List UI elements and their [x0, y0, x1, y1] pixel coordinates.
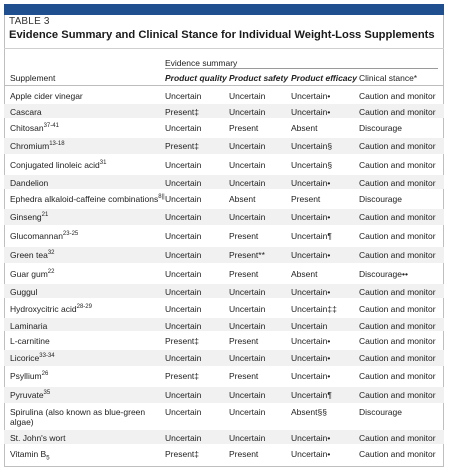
- product-safety-cell: Uncertain: [229, 433, 266, 443]
- product-efficacy-cell: Uncertain¶: [291, 390, 332, 400]
- title-divider: [4, 48, 444, 49]
- product-safety-cell: Present**: [229, 250, 265, 260]
- product-quality-cell: Uncertain: [165, 123, 202, 133]
- product-quality-cell: Uncertain: [165, 353, 202, 363]
- product-quality-cell: Uncertain: [165, 269, 202, 279]
- reference-superscript: 8||: [158, 194, 165, 201]
- table-row: [4, 209, 444, 225]
- clinical-stance-cell: Caution and monitor: [359, 336, 436, 346]
- product-efficacy-cell: Uncertain¶: [291, 231, 332, 241]
- table-row: [4, 318, 444, 331]
- clinical-stance-cell: Caution and monitor: [359, 231, 436, 241]
- reference-superscript: 31: [99, 160, 107, 167]
- supplement-name: Conjugated linoleic acid$^{31}$: [10, 160, 107, 170]
- supplement-name: Guar gum$^{22}$: [10, 269, 55, 279]
- product-quality-cell: Present‡: [165, 449, 200, 459]
- subscript: 5: [46, 455, 50, 462]
- product-safety-cell: Present: [229, 269, 259, 279]
- supplement-name: Hydroxycitric acid$^{28-29}$: [10, 304, 92, 314]
- evidence-summary-label: Evidence summary: [165, 58, 238, 68]
- supplement-name: Licorice$^{33-34}$: [10, 353, 55, 363]
- clinical-stance-cell: Caution and monitor: [359, 353, 436, 363]
- product-efficacy-cell: Uncertain•: [291, 107, 331, 117]
- product-efficacy-cell: Uncertain: [291, 321, 328, 331]
- table-row: [4, 368, 444, 384]
- reference-superscript: 26: [41, 371, 49, 378]
- product-efficacy-cell: Uncertain•: [291, 433, 331, 443]
- table-row: [4, 157, 444, 173]
- clinical-stance-cell: Discourage••: [359, 269, 408, 279]
- supplement-name: Ginseng$^{21}$: [10, 212, 49, 222]
- product-safety-cell: Uncertain: [229, 91, 266, 101]
- supplement-name: Chitosan$^{37-41}$: [10, 123, 59, 133]
- product-quality-cell: Present‡: [165, 371, 200, 381]
- product-quality-cell: Uncertain: [165, 91, 202, 101]
- product-efficacy-cell: Absent: [291, 269, 318, 279]
- supplement-name: Guggul: [10, 287, 38, 297]
- product-safety-cell: Present: [229, 371, 259, 381]
- header-product-efficacy: Product efficacy: [291, 73, 357, 83]
- reference-superscript: 22: [47, 269, 55, 276]
- header-clinical-stance: Clinical stance*: [359, 73, 418, 83]
- product-quality-cell: Uncertain: [165, 178, 202, 188]
- table-row: [4, 228, 444, 244]
- clinical-stance-cell: Caution and monitor: [359, 212, 436, 222]
- supplement-name: Spirulina (also known as blue-green algae): [10, 407, 146, 427]
- product-quality-cell: Uncertain: [165, 304, 202, 314]
- product-safety-cell: Uncertain: [229, 160, 266, 170]
- table-top-bar: [4, 4, 444, 15]
- product-efficacy-cell: Uncertain•: [291, 371, 331, 381]
- supplement-name: Green tea$^{32}$: [10, 250, 55, 260]
- product-quality-cell: Uncertain: [165, 231, 202, 241]
- clinical-stance-cell: Caution and monitor: [359, 107, 436, 117]
- product-quality-cell: Present‡: [165, 141, 200, 151]
- reference-superscript: 35: [43, 390, 51, 397]
- product-safety-cell: Present: [229, 231, 259, 241]
- reference-superscript: 23-25: [62, 231, 79, 238]
- product-safety-cell: Present: [229, 123, 259, 133]
- product-safety-cell: Uncertain: [229, 178, 266, 188]
- table-row: [4, 88, 444, 102]
- supplement-name: Laminaria: [10, 321, 48, 331]
- table-row: [4, 333, 444, 347]
- table-row: [4, 406, 444, 428]
- table-row: [4, 104, 444, 118]
- table-row: [4, 175, 444, 189]
- product-efficacy-cell: Uncertain•: [291, 91, 331, 101]
- product-efficacy-cell: Uncertain•: [291, 212, 331, 222]
- clinical-stance-cell: Caution and monitor: [359, 321, 436, 331]
- product-safety-cell: Absent: [229, 194, 256, 204]
- product-quality-cell: Uncertain: [165, 321, 202, 331]
- supplement-name: Cascara: [10, 107, 42, 117]
- product-quality-cell: Uncertain: [165, 160, 202, 170]
- product-efficacy-cell: Uncertain•: [291, 353, 331, 363]
- product-efficacy-cell: Absent: [291, 123, 318, 133]
- product-quality-cell: Uncertain: [165, 287, 202, 297]
- clinical-stance-cell: Caution and monitor: [359, 304, 436, 314]
- reference-superscript: 32: [47, 250, 55, 257]
- table-row: [4, 430, 444, 444]
- clinical-stance-cell: Caution and monitor: [359, 390, 436, 400]
- product-safety-cell: Uncertain: [229, 212, 266, 222]
- table-row: [4, 446, 444, 462]
- product-efficacy-cell: Uncertain•: [291, 449, 331, 459]
- clinical-stance-cell: Caution and monitor: [359, 160, 436, 170]
- supplement-name: Psyllium$^{26}$: [10, 371, 49, 381]
- clinical-stance-cell: Caution and monitor: [359, 250, 436, 260]
- product-efficacy-cell: Uncertain•: [291, 287, 331, 297]
- supplement-name: Chromium$^{13-18}$: [10, 141, 65, 151]
- supplement-name: Apple cider vinegar: [10, 91, 83, 101]
- product-efficacy-cell: Uncertain•: [291, 178, 331, 188]
- product-safety-cell: Uncertain: [229, 141, 266, 151]
- clinical-stance-cell: Caution and monitor: [359, 371, 436, 381]
- clinical-stance-cell: Caution and monitor: [359, 287, 436, 297]
- product-safety-cell: Uncertain: [229, 107, 266, 117]
- product-quality-cell: Uncertain: [165, 407, 202, 417]
- table-row: [4, 138, 444, 154]
- supplement-name: St. John's wort: [10, 433, 66, 443]
- reference-superscript: 37-41: [43, 123, 59, 130]
- clinical-stance-cell: Discourage: [359, 194, 402, 204]
- supplement-name: Pyruvate$^{35}$: [10, 390, 51, 400]
- product-efficacy-cell: Present: [291, 194, 321, 204]
- product-safety-cell: Present: [229, 336, 259, 346]
- table-row: [4, 191, 444, 207]
- product-quality-cell: Uncertain: [165, 250, 202, 260]
- product-safety-cell: Uncertain: [229, 390, 266, 400]
- clinical-stance-cell: Caution and monitor: [359, 141, 436, 151]
- product-quality-cell: Uncertain: [165, 212, 202, 222]
- product-quality-cell: Present‡: [165, 107, 200, 117]
- reference-superscript: 21: [41, 212, 49, 219]
- reference-superscript: 13-18: [49, 141, 65, 148]
- clinical-stance-cell: Caution and monitor: [359, 91, 436, 101]
- evidence-summary-rule: [165, 68, 438, 69]
- product-efficacy-cell: Uncertain‡‡: [291, 304, 337, 314]
- table-title: Evidence Summary and Clinical Stance for Individual Weight-Loss Supplements: [9, 29, 435, 41]
- product-efficacy-cell: Uncertain•: [291, 336, 331, 346]
- product-safety-cell: Uncertain: [229, 304, 266, 314]
- table-label: TABLE 3: [9, 16, 50, 27]
- product-safety-cell: Uncertain: [229, 353, 266, 363]
- table-row: [4, 284, 444, 298]
- product-efficacy-cell: Uncertain§: [291, 141, 333, 151]
- reference-superscript: 28-29: [76, 304, 92, 311]
- supplement-name: Glucomannan$^{23-25}$: [10, 231, 79, 241]
- product-safety-cell: Present: [229, 449, 259, 459]
- supplement-name: Ephedra alkaloid-caffeine combinations$^{8||}$: [10, 194, 165, 204]
- table-row: [4, 247, 444, 263]
- clinical-stance-cell: Discourage: [359, 123, 402, 133]
- header-divider: [4, 85, 444, 86]
- product-quality-cell: Present‡: [165, 336, 200, 346]
- supplement-name: Dandelion: [10, 178, 49, 188]
- header-product-quality: Product quality: [165, 73, 227, 83]
- supplement-name: L-carnitine: [10, 336, 50, 346]
- table-row: [4, 120, 444, 135]
- table-row: [4, 266, 444, 282]
- product-efficacy-cell: Uncertain§: [291, 160, 333, 170]
- supplement-name: Vitamin $B_5$: [10, 449, 50, 462]
- product-quality-cell: Uncertain: [165, 390, 202, 400]
- clinical-stance-cell: Discourage: [359, 407, 402, 417]
- product-efficacy-cell: Uncertain•: [291, 250, 331, 260]
- reference-superscript: 33-34: [39, 353, 55, 360]
- table-row: [4, 387, 444, 403]
- clinical-stance-cell: Caution and monitor: [359, 433, 436, 443]
- header-product-safety: Product safety: [229, 73, 289, 83]
- clinical-stance-cell: Caution and monitor: [359, 449, 436, 459]
- table-row: [4, 350, 444, 366]
- product-safety-cell: Uncertain: [229, 321, 266, 331]
- product-safety-cell: Uncertain: [229, 407, 266, 417]
- product-quality-cell: Uncertain: [165, 194, 202, 204]
- clinical-stance-cell: Caution and monitor: [359, 178, 436, 188]
- table-row: [4, 301, 444, 316]
- product-quality-cell: Uncertain: [165, 433, 202, 443]
- header-supplement: Supplement: [10, 73, 56, 83]
- product-safety-cell: Uncertain: [229, 287, 266, 297]
- product-efficacy-cell: Absent§§: [291, 407, 327, 417]
